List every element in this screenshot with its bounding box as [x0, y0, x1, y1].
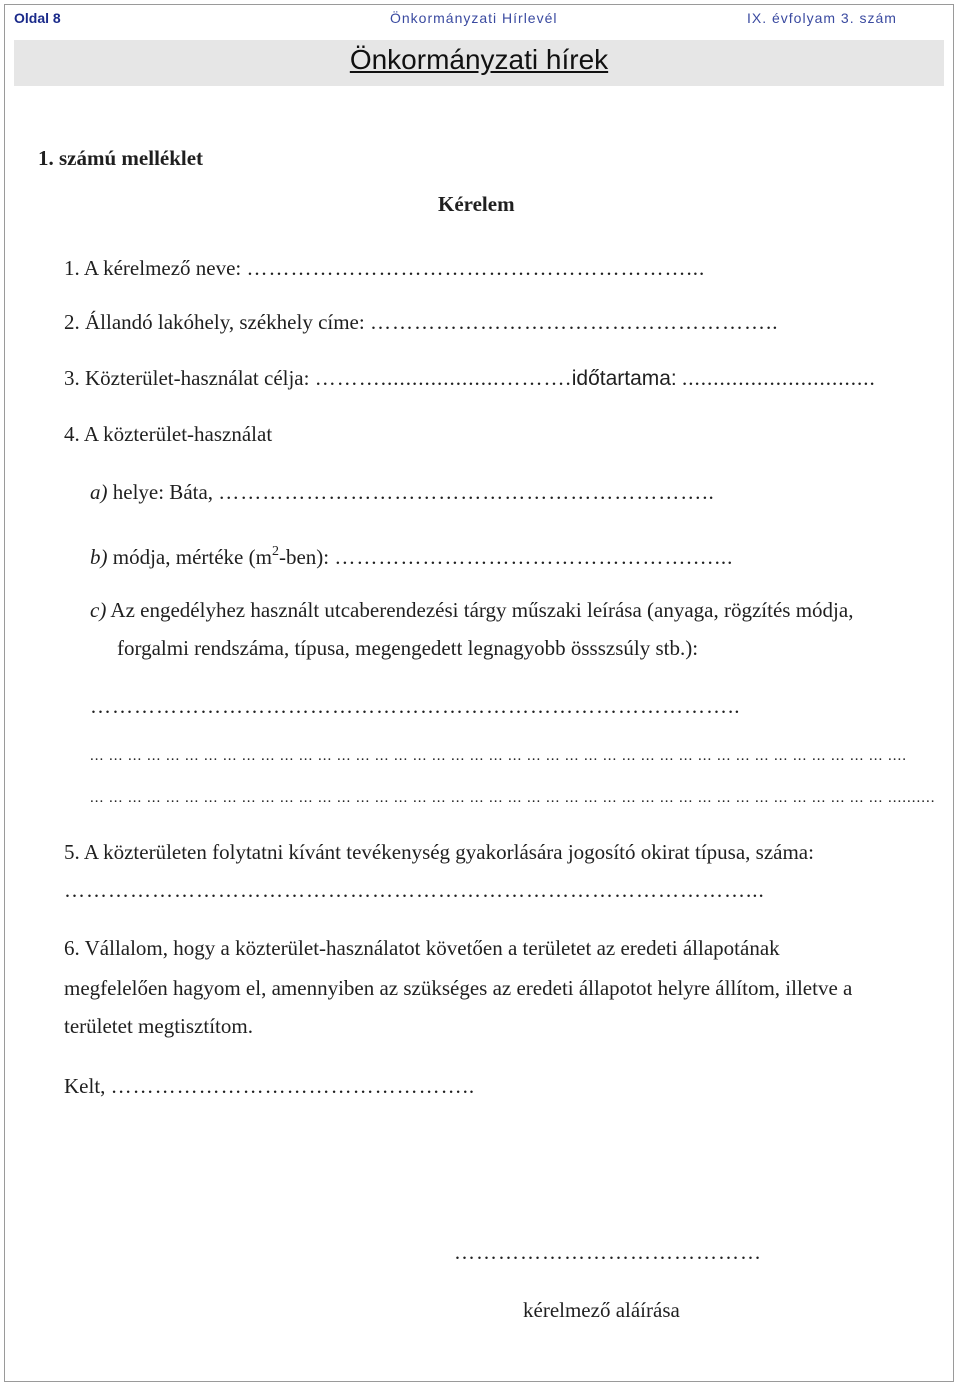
field-label: Kelt,: [64, 1074, 106, 1098]
superscript: 2: [271, 544, 279, 559]
field-label: helye: Báta,: [112, 480, 214, 504]
fill-line: …………………………………………………………..: [218, 480, 715, 504]
field-label: 2. Állandó lakóhely, székhely címe:: [64, 310, 365, 334]
field-purpose: [64, 366, 876, 391]
field-permit-document: 5. A közterületen folytatni kívánt tevékenység gyakorlására jogosító okirat típusa, száma:: [64, 840, 814, 864]
fill-line: …………………………………………..: [110, 1074, 476, 1098]
declaration-line-2: megfelelően hagyom el, amennyiben az szükséges az eredeti állapotot helyre állítom, illetve a: [64, 976, 853, 1000]
field-usage-heading: 4. A közterület-használat: [64, 422, 273, 446]
fill-line: ………...................……….: [314, 366, 572, 390]
blank-line: ……………………………………………………………………………..: [90, 694, 741, 718]
field-description-cont: forgalmi rendszáma, típusa, megengedett legnagyobb össszsúly stb.):: [117, 636, 699, 660]
field-label: 3. Közterület-használat célja:: [64, 366, 310, 390]
section-banner: [14, 40, 944, 86]
field-description: [90, 598, 853, 623]
newsletter-name: Önkormányzati Hírlevél: [390, 10, 558, 26]
annex-label: 1. számú melléklet: [38, 146, 204, 170]
declaration-line-3: területet megtisztítom.: [64, 1014, 253, 1038]
issue-label: IX. évfolyam 3. szám: [747, 10, 897, 26]
signature-label: kérelmező aláírása: [523, 1298, 680, 1322]
field-location: [90, 480, 715, 505]
fill-line: …………………………………………………………………………………...: [64, 878, 765, 902]
blank-line: ... ... ... ... ... ... ... ... ... ... ... ... ... ... ... ... ... ... ... ... ... ... ... ... ... ... ... ... ... ... ... ... ... ... ... ... ... ... ... ... ... ... ....: [90, 748, 907, 764]
fill-line: ………………………………………………..: [369, 310, 779, 334]
field-label: Az engedélyhez használt utcaberendezési tárgy műszaki leírása (anyaga, rögzítés módja,: [110, 598, 854, 622]
page-number: Oldal 8: [14, 10, 61, 26]
field-applicant-name: [64, 256, 705, 281]
field-label: módja, mértéke (m: [112, 545, 272, 569]
item-letter: a): [90, 480, 108, 504]
section-title: Önkormányzati hírek: [349, 44, 609, 75]
form-title: Kérelem: [438, 192, 515, 216]
page-header: [0, 10, 960, 30]
signature-line: ……………………………………: [454, 1240, 762, 1264]
field-method: [90, 544, 733, 570]
fill-line: ...............................: [682, 366, 876, 390]
blank-line: ... ... ... ... ... ... ... ... ... ... ... ... ... ... ... ... ... ... ... ... ... ... ... ... ... ... ... ... ... ... ... ... ... ... ... ... ... ... ... ... ... ... ..........: [90, 790, 936, 806]
field-address: [64, 310, 778, 335]
field-date-place: [64, 1074, 475, 1099]
fill-line: ……………………………………………………...: [246, 256, 706, 280]
item-letter: c): [90, 598, 107, 622]
item-letter: b): [90, 545, 108, 569]
field-label: 1. A kérelmező neve:: [64, 256, 242, 280]
declaration-line-1: 6. Vállalom, hogy a közterület-használatot követően a területet az eredeti állapotának: [64, 936, 780, 960]
field-label-end: -ben):: [278, 545, 330, 569]
fill-line: ………………………………………….…...: [334, 545, 734, 569]
duration-label: időtartama:: [571, 367, 677, 390]
